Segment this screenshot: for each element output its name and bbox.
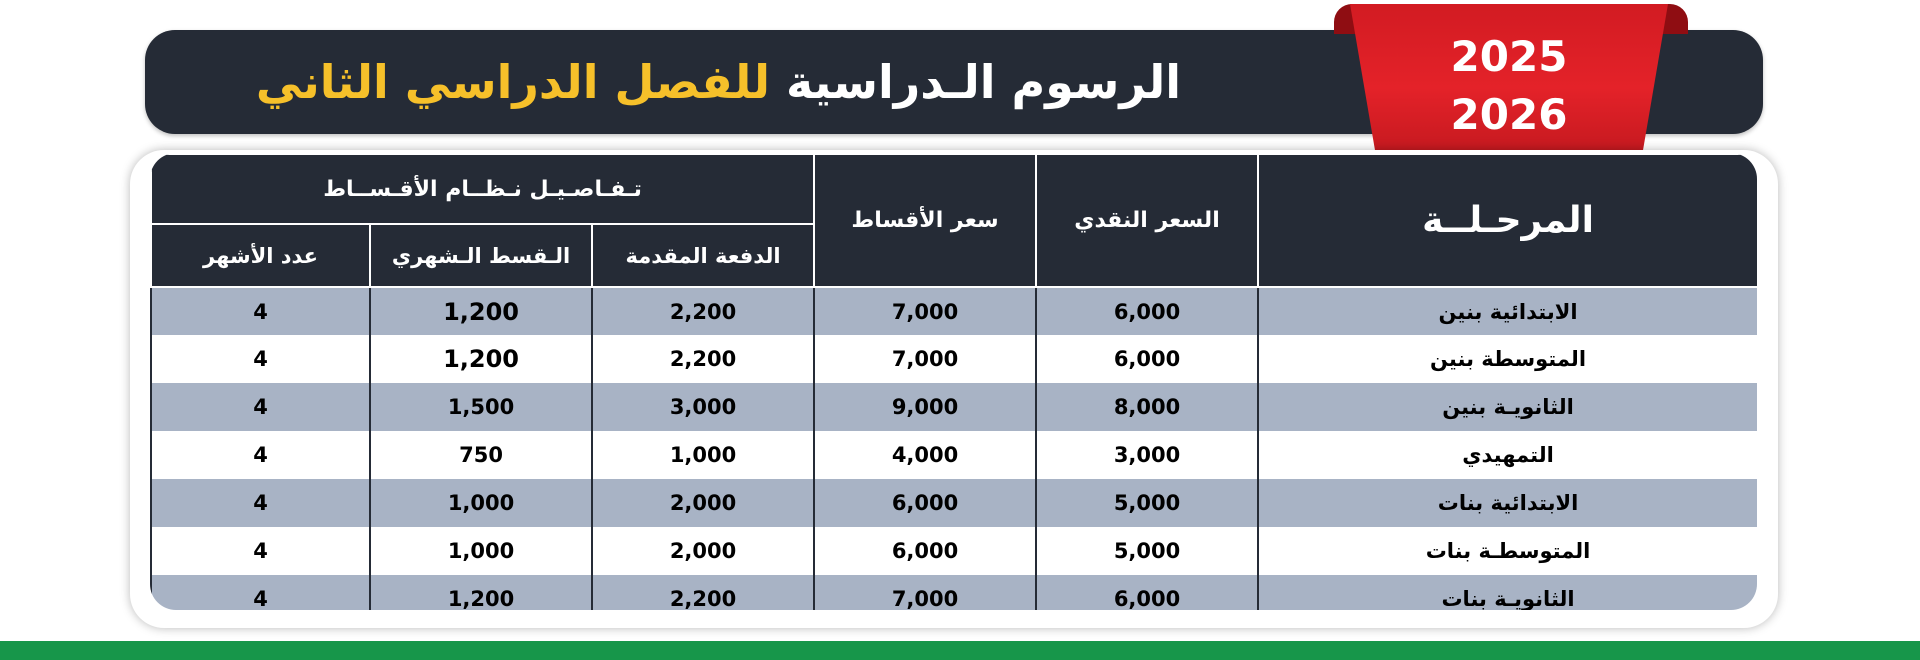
cell-installment-price: 9,000 (814, 383, 1036, 431)
header-installment-price: سعر الأقساط (814, 154, 1036, 287)
cell-months-count: 4 (151, 527, 370, 575)
cell-installment-price: 4,000 (814, 431, 1036, 479)
table-row (151, 479, 1757, 527)
header-down-payment: الدفعة المقدمة (592, 224, 814, 287)
cell-cash-price: 6,000 (1036, 287, 1258, 335)
cell-monthly-installment: 1,000 (370, 527, 592, 575)
fees-table-container (150, 153, 1757, 610)
cell-monthly-installment: 1,000 (370, 479, 592, 527)
table-row (151, 287, 1757, 335)
cell-stage: التمهيدي (1258, 431, 1757, 479)
cell-down-payment: 2,200 (592, 575, 814, 610)
cell-stage: الابتدائية بنين (1258, 287, 1757, 335)
cell-installment-price: 6,000 (814, 527, 1036, 575)
header-monthly-installment: الـقسط الـشهري (370, 224, 592, 287)
cell-cash-price: 8,000 (1036, 383, 1258, 431)
cell-installment-price: 7,000 (814, 335, 1036, 383)
cell-months-count: 4 (151, 287, 370, 335)
cell-down-payment: 2,200 (592, 287, 814, 335)
ribbon-year-end: 2026 (1450, 90, 1568, 139)
table-row (151, 335, 1757, 383)
cell-cash-price: 6,000 (1036, 335, 1258, 383)
table-body (151, 287, 1757, 610)
cell-monthly-installment: 750 (370, 431, 592, 479)
cell-cash-price: 5,000 (1036, 479, 1258, 527)
table-row (151, 527, 1757, 575)
cell-stage: المتوسطـة بنات (1258, 527, 1757, 575)
header-months-count: عدد الأشهر (151, 224, 370, 287)
cell-cash-price: 5,000 (1036, 527, 1258, 575)
cell-down-payment: 1,000 (592, 431, 814, 479)
header-installment-details: تـفـاصـيـل نـظــام الأقـســاط (151, 154, 814, 224)
cell-stage: الابتدائية بنات (1258, 479, 1757, 527)
cell-installment-price: 7,000 (814, 287, 1036, 335)
table-row (151, 383, 1757, 431)
header-cash-price: السعر النقدي (1036, 154, 1258, 287)
cell-stage: الثانويـة بنات (1258, 575, 1757, 610)
cell-cash-price: 6,000 (1036, 575, 1258, 610)
cell-months-count: 4 (151, 431, 370, 479)
table-row (151, 431, 1757, 479)
cell-stage: المتوسطة بنين (1258, 335, 1757, 383)
title-highlight: للفصل الدراسي الثاني (255, 55, 771, 109)
cell-months-count: 4 (151, 479, 370, 527)
fees-table (150, 153, 1757, 610)
cell-months-count: 4 (151, 335, 370, 383)
table-header (151, 154, 1757, 287)
page-title (145, 30, 1181, 134)
cell-installment-price: 6,000 (814, 479, 1036, 527)
cell-monthly-installment: 1,200 (370, 335, 592, 383)
title-main: الرسوم الـدراسية (786, 55, 1181, 109)
cell-monthly-installment: 1,200 (370, 287, 592, 335)
bottom-accent-bar (0, 641, 1920, 660)
cell-down-payment: 2,000 (592, 479, 814, 527)
cell-months-count: 4 (151, 383, 370, 431)
table-row (151, 575, 1757, 610)
cell-down-payment: 2,200 (592, 335, 814, 383)
ribbon-year-start: 2025 (1450, 32, 1568, 81)
cell-cash-price: 3,000 (1036, 431, 1258, 479)
cell-installment-price: 7,000 (814, 575, 1036, 610)
cell-down-payment: 2,000 (592, 527, 814, 575)
cell-months-count: 4 (151, 575, 370, 610)
cell-stage: الثانويـة بنين (1258, 383, 1757, 431)
cell-down-payment: 3,000 (592, 383, 814, 431)
cell-monthly-installment: 1,500 (370, 383, 592, 431)
cell-monthly-installment: 1,200 (370, 575, 592, 610)
header-stage: المرحـلــة (1258, 154, 1757, 287)
